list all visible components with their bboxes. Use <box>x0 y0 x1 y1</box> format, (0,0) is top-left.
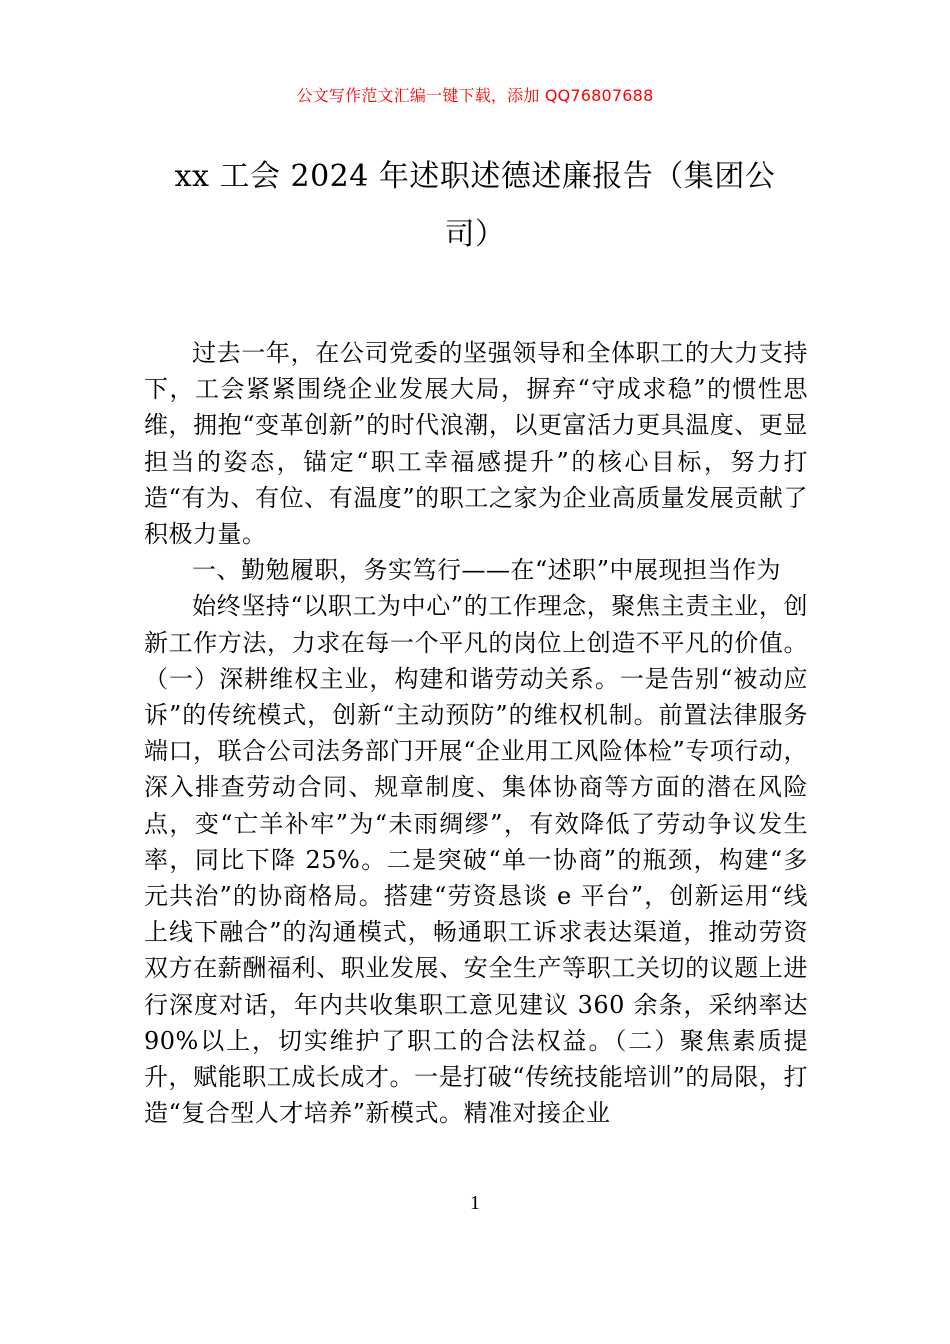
section-heading-1: 一、勤勉履职，务实笃行——在“述职”中展现担当作为 <box>192 556 782 585</box>
download-notice: 公文写作范文汇编一键下载，添加 QQ76807688 <box>296 86 654 105</box>
paragraph-section-1: 始终坚持“以职工为中心”的工作理念，聚焦主责主业，创新工作方法，力求在每一个平凡的岗位上创造不平凡的价值。（一）深耕维权主业，构建和谐劳动关系。一是告别“被动应诉”的传统模式，创新“主动预防”的维权机制。前置法律服务端口，联合公司法务部门开展“企业用工风险体检”专项行动，深入排查劳动合同、规章制度、集体协商等方面的潜在风险点，变“亡羊补牢”为“未雨绸缪”，有效降低了劳动争议发生率，同比下降 25%。二是突破“单一协商”的瓶颈，构建“多元共治”的协商格局。搭建“劳资恳谈 e 平台”，创新运用“线上线下融合”的沟通模式，畅通职工诉求表达渠道，推动劳资双方在薪酬福利、职业发展、安全生产等职工关切的议题上进行深度对话，年内共收集职工意见建议 360 余条，采纳率达 90%以上，切实维护了职工的合法权益。（二）聚焦素质提升，赋能职工成长成才。一是打破“传统技能培训”的局限，打造“复合型人才培养”新模式。精准对接企业 <box>144 592 808 1128</box>
title-line-2: 司） <box>444 217 506 252</box>
document-body <box>144 335 808 1131</box>
document-title <box>140 148 810 264</box>
title-line-1: xx 工会 2024 年述职述德述廉报告（集团公 <box>174 159 776 194</box>
paragraph-intro: 过去一年，在公司党委的坚强领导和全体职工的大力支持下，工会紧紧围绕企业发展大局，摒弃“守成求稳”的惯性思维，拥抱“变革创新”的时代浪潮，以更富活力更具温度、更显担当的姿态，锚定“职工幸福感提升”的核心目标，努力打造“有为、有位、有温度”的职工之家为企业高质量发展贡献了积极力量。 <box>144 339 808 549</box>
page-number: 1 <box>470 1192 480 1214</box>
